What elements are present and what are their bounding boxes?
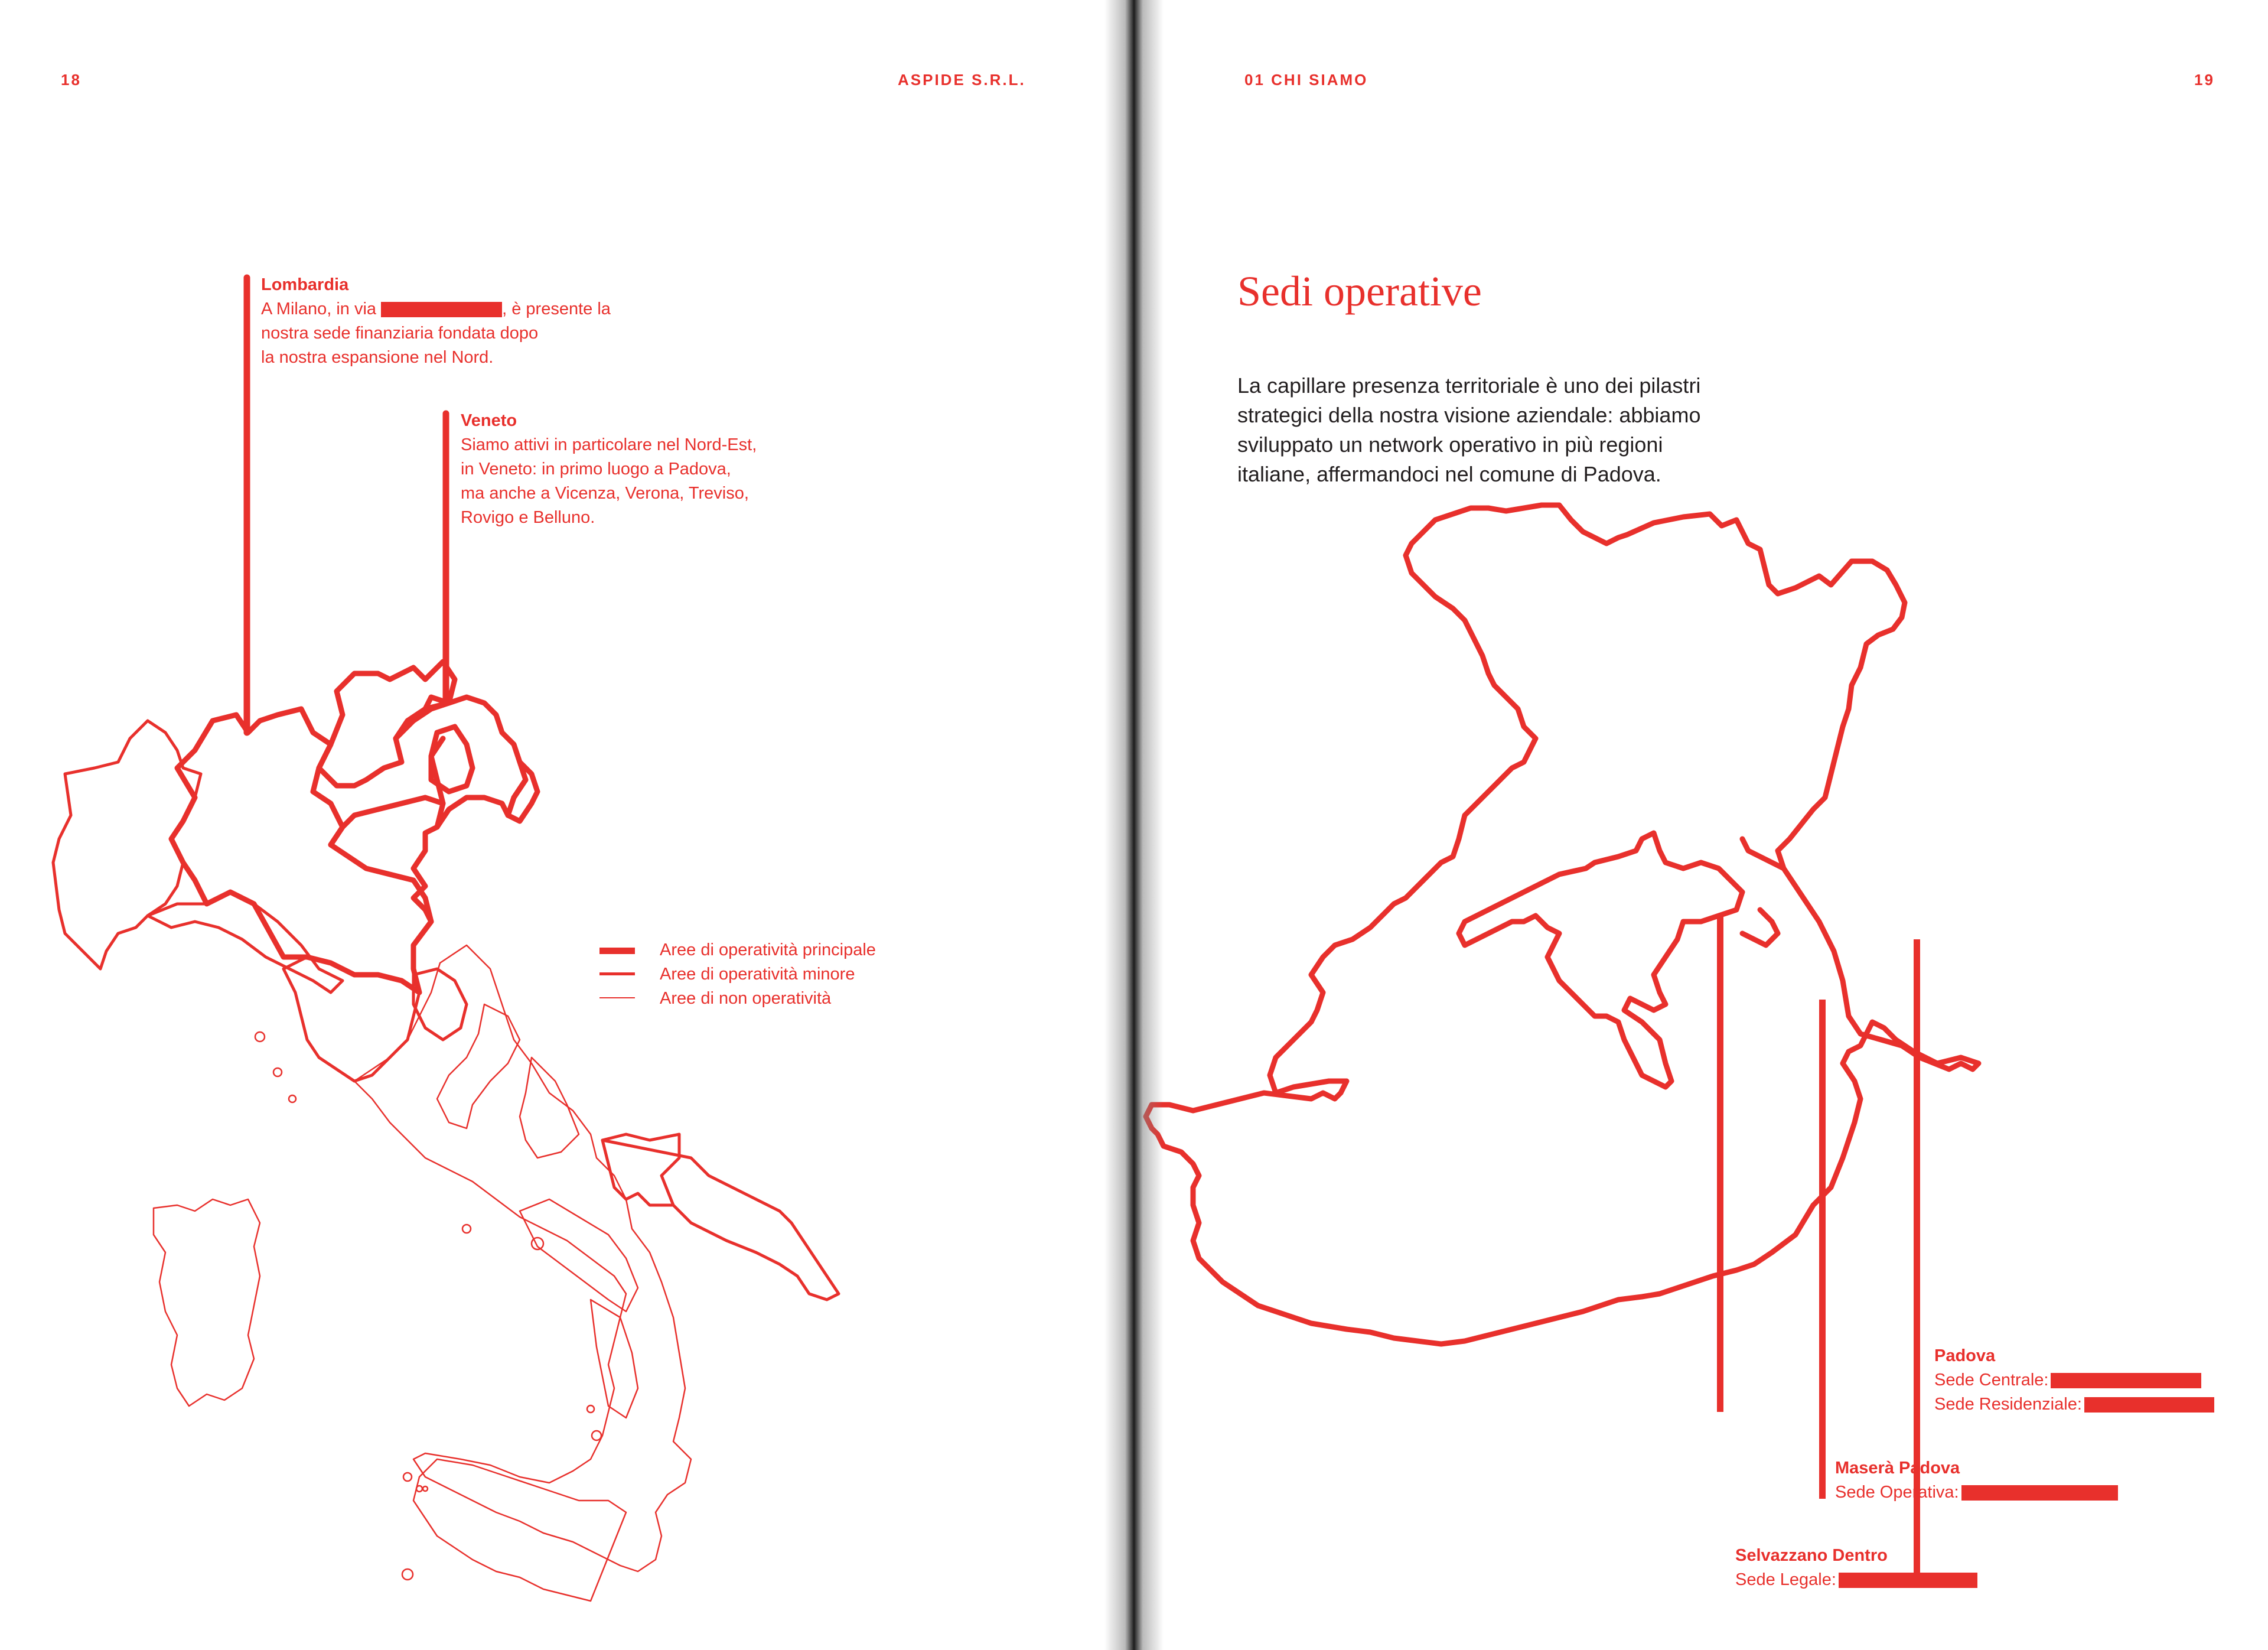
- legend-swatch-main: [599, 948, 635, 954]
- legend-swatch-minor: [599, 972, 635, 975]
- veneto-callout: [461, 409, 757, 530]
- map-region-thin: [154, 945, 691, 1601]
- book-gutter: [1104, 0, 1164, 1650]
- redacted-address: [2051, 1373, 2201, 1388]
- redacted-address: [2084, 1397, 2214, 1413]
- intro-paragraph: [1237, 371, 1700, 489]
- padova-sede-residenziale: Sede Residenziale:: [1934, 1395, 2082, 1414]
- selvazzano-title: Selvazzano Dentro: [1735, 1546, 1888, 1565]
- lombardia-title: Lombardia: [261, 275, 349, 294]
- page-number-left: 18: [61, 71, 82, 89]
- running-head-right: 01 CHI SIAMO: [1244, 71, 1368, 89]
- intro-line: italiane, affermandoci nel comune di Padova.: [1237, 462, 1661, 486]
- veneto-title: Veneto: [461, 411, 517, 430]
- running-head-left: ASPIDE S.R.L.: [898, 71, 1026, 89]
- lombardia-line1-post: , è presente la: [502, 300, 611, 318]
- legend-none-label: Aree di non operatività: [660, 989, 832, 1008]
- padova-province-outline: [1146, 505, 1979, 1344]
- map-region-main: [171, 662, 537, 992]
- legend-swatch-none: [599, 997, 635, 998]
- veneto-line: Siamo attivi in particolare nel Nord-Est,: [461, 435, 757, 454]
- padova-callout-line: [1717, 916, 1723, 1412]
- masera-callout: [1835, 1456, 2118, 1505]
- lombardia-line1-pre: A Milano, in via: [261, 300, 377, 318]
- legend-main-label: Aree di operatività principale: [660, 940, 876, 959]
- masera-callout-line: [1819, 1000, 1826, 1499]
- page-number-right: 19: [2194, 71, 2215, 89]
- intro-line: La capillare presenza territoriale è uno dei pilastri: [1237, 373, 1701, 398]
- lombardia-callout: [261, 273, 611, 370]
- intro-line: strategici della nostra visione aziendale: abbiamo: [1237, 403, 1701, 427]
- redacted-address: [1961, 1485, 2118, 1501]
- padova-title: Padova: [1934, 1346, 1996, 1365]
- lombardia-line2: nostra sede finanziaria fondata dopo: [261, 324, 539, 343]
- masera-sede-operativa: Sede Operativa:: [1835, 1483, 1959, 1502]
- legend-minor-label: Aree di operatività minore: [660, 965, 855, 984]
- redacted-address: [1839, 1573, 1977, 1588]
- veneto-line: ma anche a Vicenza, Verona, Treviso,: [461, 484, 749, 503]
- padova-sede-centrale: Sede Centrale:: [1934, 1371, 2049, 1389]
- intro-line: sviluppato un network operativo in più regioni: [1237, 432, 1663, 457]
- lombardia-line3: la nostra espansione nel Nord.: [261, 348, 494, 367]
- selvazzano-sede-legale: Sede Legale:: [1735, 1570, 1836, 1589]
- selvazzano-callout: [1735, 1544, 1977, 1592]
- page-title: Sedi operative: [1237, 268, 1482, 315]
- masera-title: Maserà Padova: [1835, 1459, 1960, 1477]
- veneto-line: in Veneto: in primo luogo a Padova,: [461, 460, 731, 479]
- padova-callout: [1934, 1344, 2214, 1417]
- veneto-line: Rovigo e Belluno.: [461, 508, 595, 527]
- redacted-address: [381, 302, 502, 317]
- right-page: [1134, 0, 2268, 1650]
